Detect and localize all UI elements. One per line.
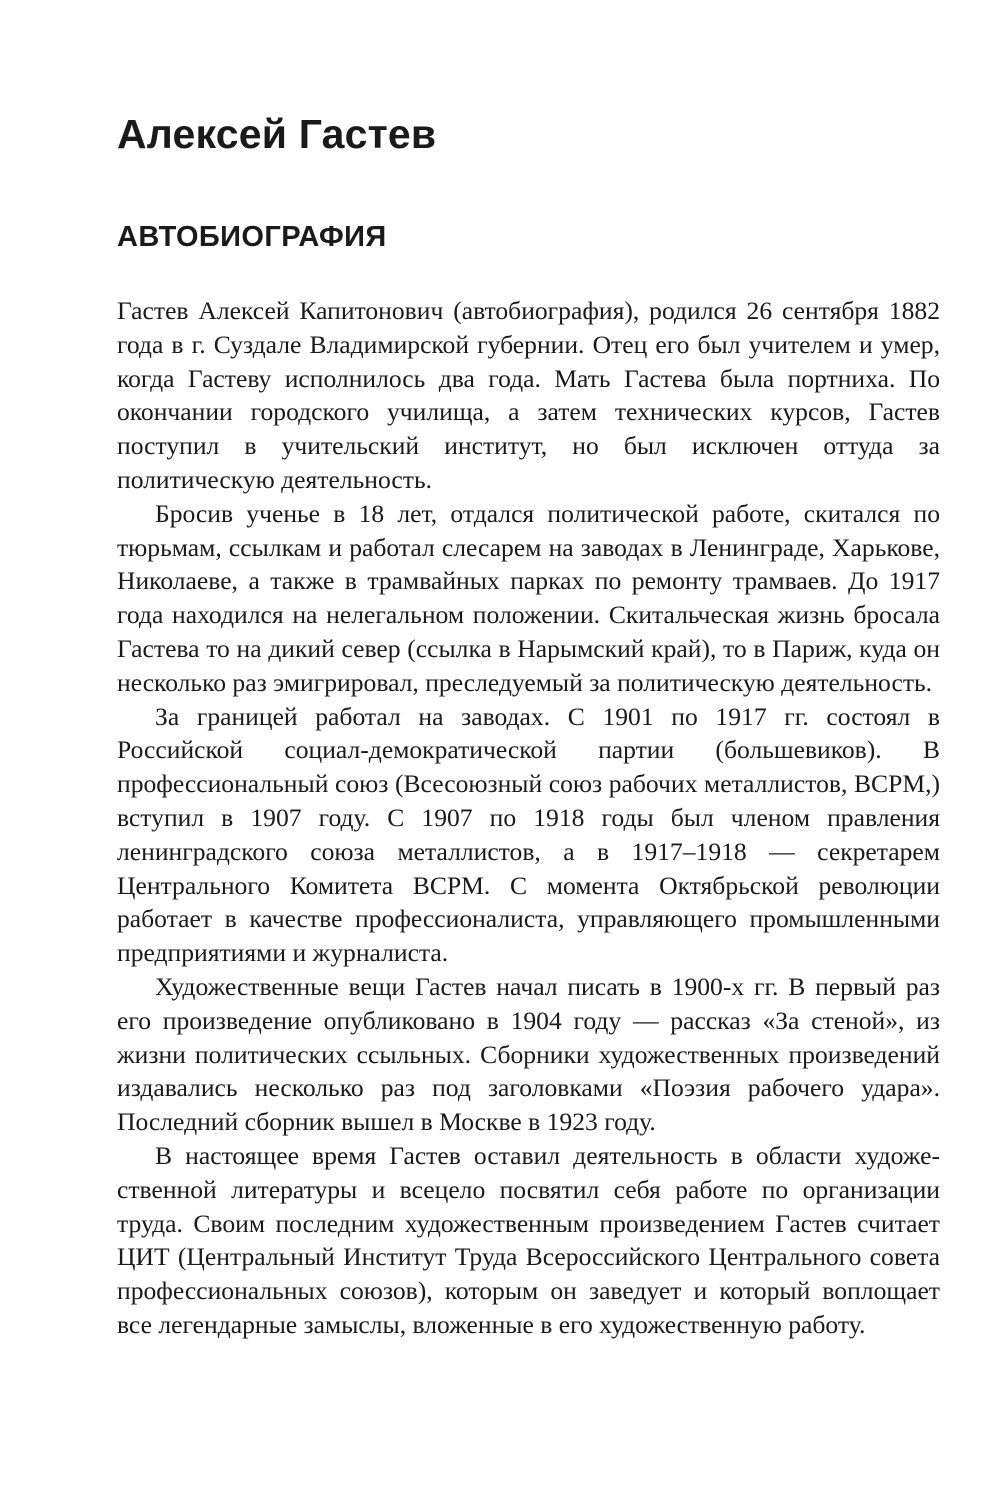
- document-title: АВТОБИОГРАФИЯ: [117, 221, 387, 253]
- paragraph: Бросив ученье в 18 лет, отдался политической работе, скитался по тюрьмам, ссылкам и работал слесарем на заводах в Ленинграде, Харькове, Николаеве, а также в трамвайных парках по ремонту трамваев. До 1917 года находился на нелегальном положении. Скитальческая жизнь бросала Гастева то на дикий север (ссылка в Нарымский край), то в Париж, куда он несколько раз эмигрировал, преследуемый за политическую деятельность.: [117, 498, 940, 697]
- autobiography-text: [117, 294, 940, 1342]
- paragraph: Художественные вещи Гастев начал писать в 1900-х гг. В первый раз его произведение опубликовано в 1904 году — рассказ «За стеной», из жизни политических ссыльных. Сборники художественных произведений издавались несколько раз под заголовками «Поэзия рабочего удара». Последний сборник вышел в Москве в 1923 году.: [117, 971, 940, 1137]
- paragraph: За границей работал на заводах. С 1901 по 1917 гг. состоял в Российской социал-демократической партии (большевиков). В профессиональный союз (Всесоюзный союз рабочих металлистов, ВСРМ,) вступил в 1907 году. С 1907 по 1918 годы был членом правления ленинградского союза металлистов, а в 1917–1918 — секретарем Центрального Комитета ВСРМ. С момента Октябрьской революции работает в качестве профессионалиста, управляющего промышленными предприятиями и журналиста.: [117, 701, 940, 968]
- author-name: Алексей Гастев: [117, 111, 437, 157]
- paragraph: В настоящее время Гастев оставил деятельность в области художественной литературы и всецело посвятил себя работе по организации труда. Своим последним художественным произведением Гастев считает ЦИТ (Центральный Институт Труда Всероссийского Центрального совета профессиональных союзов), которым он заведует и который воплощает все легендарные замыслы, вложенные в его художественную работу.: [117, 1140, 940, 1339]
- paragraph: Гастев Алексей Капитонович (автобиография), родился 26 сентября 1882 года в г. Суздале Владимирской губернии. Отец его был учителем и умер, когда Гастеву исполнилось два года. Мать Гастева была портниха. По окончании городского училища, а затем технических курсов, Гастев поступил в учительский институт, но был исключен оттуда за политическую деятельность.: [117, 296, 940, 494]
